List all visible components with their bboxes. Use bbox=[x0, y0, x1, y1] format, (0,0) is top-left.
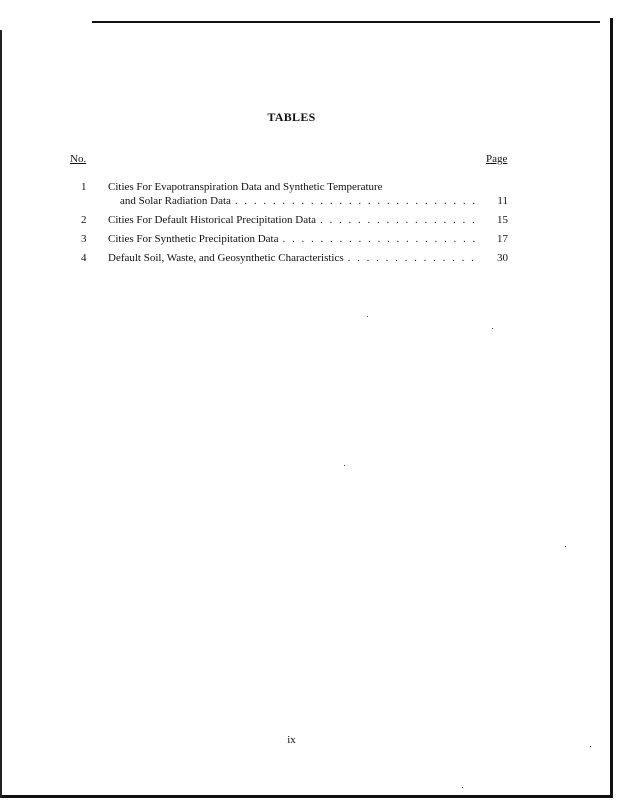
page-edge-left bbox=[0, 30, 2, 798]
scan-speck bbox=[565, 546, 566, 547]
column-header-page: Page bbox=[486, 153, 508, 165]
list-item bbox=[0, 213, 618, 227]
list-item bbox=[0, 180, 618, 208]
column-header-number: No. bbox=[70, 153, 87, 165]
list-item bbox=[0, 232, 618, 246]
table-number: 3 bbox=[81, 233, 87, 245]
table-page-number: 15 bbox=[497, 214, 508, 226]
table-page-number: 11 bbox=[497, 195, 508, 207]
page-number: ix bbox=[287, 734, 296, 746]
scan-speck bbox=[590, 746, 591, 747]
scan-speck bbox=[462, 787, 463, 788]
list-item bbox=[0, 251, 618, 265]
table-page-number: 17 bbox=[497, 233, 508, 245]
table-title-line: Default Soil, Waste, and Geosynthetic Characteristics bbox=[108, 252, 344, 264]
table-title-line: Cities For Synthetic Precipitation Data bbox=[108, 233, 279, 245]
scan-speck bbox=[367, 316, 368, 317]
dot-leader bbox=[282, 232, 480, 246]
dot-leader bbox=[320, 213, 480, 227]
dot-leader bbox=[348, 251, 480, 265]
table-number: 1 bbox=[81, 181, 87, 193]
table-page-number: 30 bbox=[497, 252, 508, 264]
table-title-line: Cities For Evapotranspiration Data and Synthetic Temperature bbox=[108, 181, 383, 193]
page-edge-top bbox=[92, 21, 600, 23]
scan-speck bbox=[492, 328, 493, 329]
table-title-line: and Solar Radiation Data bbox=[120, 195, 231, 207]
dot-leader bbox=[235, 194, 480, 208]
table-number: 4 bbox=[81, 252, 87, 264]
page-edge-bottom bbox=[0, 795, 613, 798]
page-title: TABLES bbox=[267, 110, 316, 124]
scan-speck bbox=[344, 465, 345, 466]
table-number: 2 bbox=[81, 214, 87, 226]
page-edge-right bbox=[610, 18, 613, 798]
table-list bbox=[0, 180, 618, 270]
table-title-line: Cities For Default Historical Precipitation Data bbox=[108, 214, 317, 226]
